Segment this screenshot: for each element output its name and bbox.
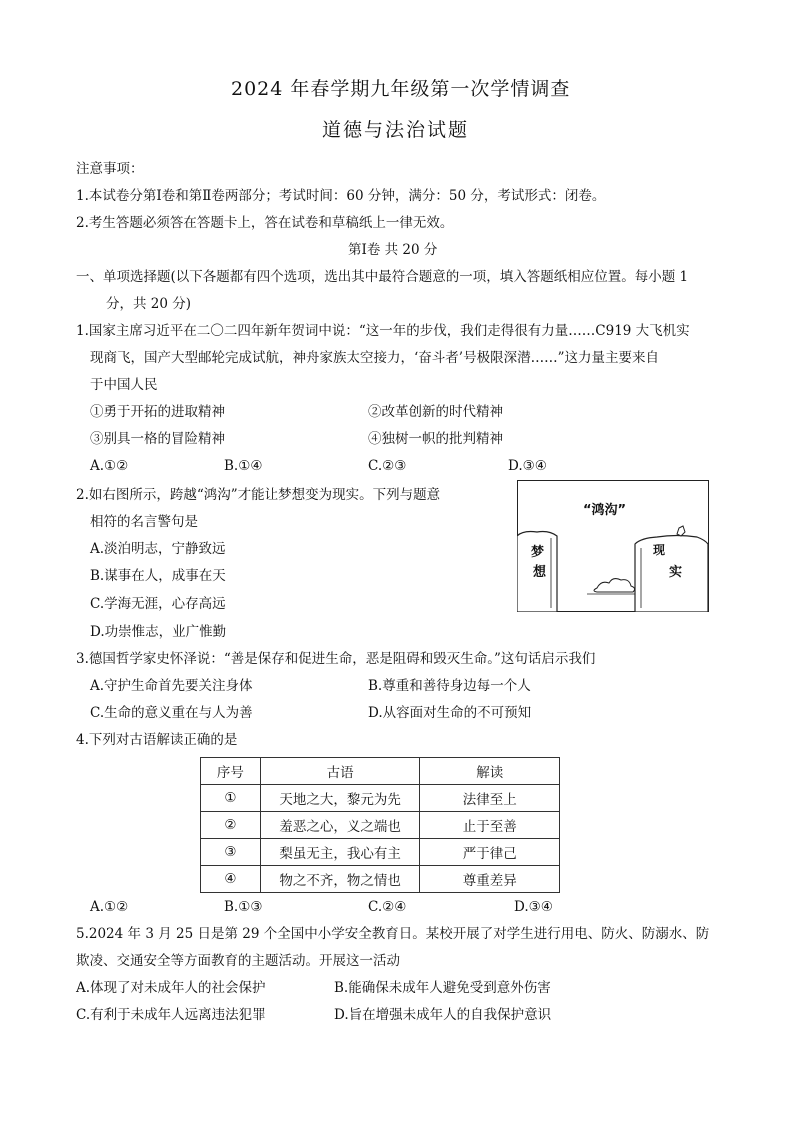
q4-option-d: D.③④ xyxy=(514,899,553,915)
dream-label-1: 梦 xyxy=(531,545,545,560)
table-row xyxy=(201,785,560,812)
gap-label: “鸿沟” xyxy=(583,503,627,518)
table-cell: ④ xyxy=(201,866,261,893)
q5-stem-line-2: 欺凌、交通安全等方面教育的主题活动。开展这一活动 xyxy=(76,953,400,969)
section-instruction-2: 分，共 20 分) xyxy=(106,296,192,312)
q1-option-a: A.①② xyxy=(90,458,129,474)
q1-item-3: ③别具一格的冒险精神 xyxy=(90,431,225,447)
table-cell: 法律至上 xyxy=(420,785,560,812)
table-cell: ① xyxy=(201,785,261,812)
q5-stem-line-1: 5.2024 年 3 月 25 日是第 29 个全国中小学安全教育日。某校开展了对学生进行用电、防火、防溺水、防 xyxy=(76,926,710,942)
table-cell: ③ xyxy=(201,839,261,866)
q3-stem: 3.德国哲学家史怀泽说：“善是保存和促进生命，恶是阻碍和毁灭生命。”这句话启示我们 xyxy=(76,651,596,667)
q5-option-a: A.体现了对未成年人的社会保护 xyxy=(76,980,266,996)
table-header: 序号 xyxy=(201,758,261,785)
table-row xyxy=(201,866,560,893)
table-cell: 羞恶之心，义之端也 xyxy=(260,812,420,839)
notes-heading: 注意事项： xyxy=(76,161,144,177)
q1-option-c: C.②③ xyxy=(368,458,407,474)
table-cell: 严于律己 xyxy=(420,839,560,866)
q1-item-1: ①勇于开拓的进取精神 xyxy=(90,404,225,420)
table-cell: 梨虽无主，我心有主 xyxy=(260,839,420,866)
q1-item-4: ④独树一帜的批判精神 xyxy=(368,431,503,447)
q5-option-b: B.能确保未成年人避免受到意外伤害 xyxy=(334,980,551,996)
q3-option-a: A.守护生命首先要关注身体 xyxy=(90,678,253,694)
q1-item-2: ②改革创新的时代精神 xyxy=(368,404,503,420)
q1-stem-line-1: 1.国家主席习近平在二〇二四年新年贺词中说：“这一年的步伐，我们走得很有力量……C919 大飞机实 xyxy=(76,323,690,339)
table-cell: 天地之大，黎元为先 xyxy=(260,785,420,812)
q2-option-b: B.谋事在人，成事在天 xyxy=(90,568,226,584)
q5-option-c: C.有利于未成年人远离违法犯罪 xyxy=(76,1007,266,1023)
q3-option-c: C.生命的意义重在与人为善 xyxy=(90,705,253,721)
q4-stem: 4.下列对古语解读正确的是 xyxy=(76,732,238,748)
q4-option-b: B.①③ xyxy=(224,899,263,915)
section-heading: 第Ⅰ卷 共 20 分 xyxy=(348,242,438,258)
q2-option-a: A.淡泊明志，宁静致远 xyxy=(90,541,226,557)
table-cell: ② xyxy=(201,812,261,839)
table-header: 解读 xyxy=(420,758,560,785)
q1-stem-line-3: 于中国人民 xyxy=(90,377,158,393)
reality-label-1: 现 xyxy=(653,543,666,557)
notes-item-2: 2.考生答题必须答在答题卡上，答在试卷和草稿纸上一律无效。 xyxy=(76,215,454,231)
q1-stem-line-2: 现商飞，国产大型邮轮完成试航，神舟家族太空接力，‘奋斗者’号极限深潜……”这力量主要来自 xyxy=(90,350,659,366)
section-instruction-1: 一、单项选择题(以下各题都有四个选项，选出其中最符合题意的一项，填入答题纸相应位置。每小题 1 xyxy=(76,269,689,285)
exam-subtitle: 道德与法治试题 xyxy=(322,119,470,141)
table-row xyxy=(201,839,560,866)
q2-stem-line-2: 相符的名言警句是 xyxy=(90,514,198,530)
q2-stem-line-1: 2.如右图所示，跨越“鸿沟”才能让梦想变为现实。下列与题意 xyxy=(76,487,441,503)
exam-title: 2024 年春学期九年级第一次学情调查 xyxy=(231,78,571,100)
table-cell: 尊重差异 xyxy=(420,866,560,893)
q1-option-b: B.①④ xyxy=(224,458,263,474)
table-row xyxy=(201,812,560,839)
q3-option-d: D.从容面对生命的不可预知 xyxy=(368,705,532,721)
gap-illustration xyxy=(517,480,709,612)
q4-option-a: A.①② xyxy=(90,899,129,915)
q5-option-d: D.旨在增强未成年人的自我保护意识 xyxy=(334,1007,552,1023)
q2-option-d: D.功崇惟志，业广惟勤 xyxy=(90,624,227,640)
table-header-row xyxy=(201,758,560,785)
ancient-sayings-table xyxy=(200,757,560,893)
table-cell: 止于至善 xyxy=(420,812,560,839)
dream-label-2: 想 xyxy=(533,565,547,580)
q4-option-c: C.②④ xyxy=(368,899,407,915)
table-cell: 物之不齐，物之情也 xyxy=(260,866,420,893)
q2-option-c: C.学海无涯，心存高远 xyxy=(90,596,226,612)
q1-option-d: D.③④ xyxy=(508,458,547,474)
notes-item-1: 1.本试卷分第Ⅰ卷和第Ⅱ卷两部分；考试时间：60 分钟，满分：50 分，考试形式：闭卷。 xyxy=(76,188,606,204)
reality-label-2: 实 xyxy=(669,565,683,580)
q3-option-b: B.尊重和善待身边每一个人 xyxy=(368,678,531,694)
table-header: 古语 xyxy=(260,758,420,785)
